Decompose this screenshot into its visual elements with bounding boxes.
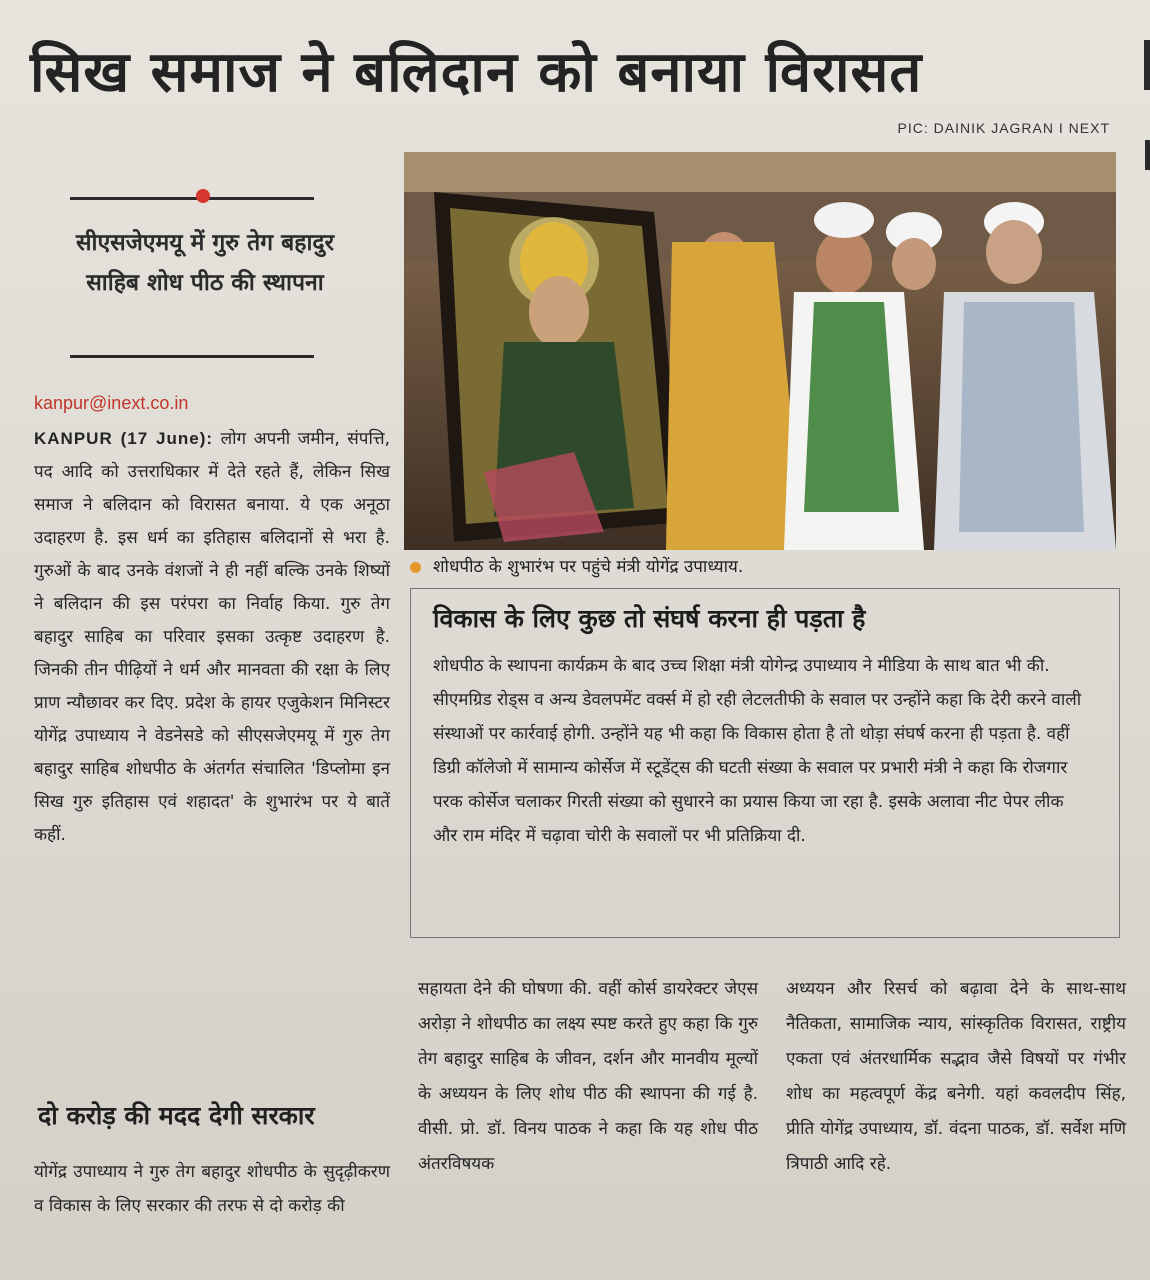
- email-link[interactable]: kanpur@inext.co.in: [34, 393, 189, 413]
- event-photo: [404, 152, 1116, 550]
- headline: सिख समाज ने बलिदान को बनाया विरासत: [30, 40, 923, 105]
- red-dot-icon: [196, 189, 210, 203]
- article-body-right: अध्ययन और रिसर्च को बढ़ावा देने के साथ-साथ नैतिकता, सामाजिक न्याय, सांस्कृतिक विरासत, राष्ट्रीय एकता एवं अंतरधार्मिक सद्भाव जैसे विषयों पर गंभीर शोध का महत्वपूर्ण केंद्र बनेगी. यहां कवलदीप सिंह, प्रीति योगेंद्र उपाध्याय, डॉ. वंदना पाठक, डॉ. सर्वेश मणि त्रिपाठी आदि रहे.: [786, 979, 1126, 1174]
- box-body-text: शोधपीठ के स्थापना कार्यक्रम के बाद उच्च शिक्षा मंत्री योगेन्द्र उपाध्याय ने मीडिया के साथ बात भी की. सीएमग्रिड रोड्स व अन्य डेवलपमेंट वर्क्स में हो रही लेटलतीफी के सवाल पर उन्होंने कहा कि देरी करने वाली संस्थाओं पर कार्रवाई होगी. उन्होंने यह भी कहा कि विकास होता है तो थोड़ा संघर्ष करना ही पड़ता है. वहीं डिग्री कॉलेजो में सामान्य कोर्सेज में स्टूडेंट्स की घटती संख्या के सवाल पर प्रभारी मंत्री ने कहा कि रोजगार परक कोर्सेज चलाकर गिरती संख्या को सुधारने का प्रयास किया जा रहा है. इसके अलावा नीट पेपर लीक और राम मंदिर में चढ़ावा चोरी के सवालों पर भी प्रतिक्रिया दी.: [433, 656, 1082, 846]
- sidebar-story-box: [410, 588, 1120, 938]
- edge-mark: [1145, 140, 1150, 170]
- divider: [70, 355, 314, 358]
- caption-text: शोधपीठ के शुभारंभ पर पहुंचे मंत्री योगेंद्र उपाध्याय.: [433, 557, 744, 577]
- body-text: लोग अपनी जमीन, संपत्ति, पद आदि को उत्तराधिकार में देते रहते हैं, लेकिन सिख समाज ने बलिदान को विरासत बनाया. ये एक अनूठा उदाहरण है. इस धर्म का इतिहास बलिदानों से भरा है. गुरुओं के बाद उनके वंशजों ने ही नहीं बल्कि उनके शिष्यों ने बलिदान की इस परंपरा का निर्वाह किया. गुरु तेग बहादुर साहिब का परिवार इसका उत्कृष्ट उदाहरण है. जिनकी तीन पीढ़ियों ने धर्म और मानवता की रक्षा के लिए प्राण न्यौछावर कर दिए. प्रदेश के हायर एजुकेशन मिनिस्टर योगेंद्र उपाध्याय ने वेडनेसडे को सीएसजेएमयू में गुरु तेग बहादुर साहिब शोधपीठ के अंतर्गत संचालित 'डिप्लोमा इन सिख गुरु इतिहास एवं शहादत' के शुभारंभ पर ये बातें कहीं.: [34, 429, 391, 845]
- sub-headline: सीएसजेएमयू में गुरु तेग बहादुर साहिब शोध पीठ की स्थापना: [75, 230, 335, 296]
- divider: [70, 197, 314, 200]
- dateline: KANPUR (17 June):: [34, 429, 214, 448]
- edge-mark: [1144, 40, 1150, 90]
- photo-credit: PIC: DAINIK JAGRAN I NEXT: [897, 120, 1110, 136]
- box-headline: विकास के लिए कुछ तो संघर्ष करना ही पड़ता है: [433, 604, 866, 633]
- article-body-left-2: योगेंद्र उपाध्याय ने गुरु तेग बहादुर शोधपीठ के सुदृढ़ीकरण व विकास के लिए सरकार की तरफ से दो करोड़ की: [34, 1162, 390, 1216]
- sub-headline-box: [30, 185, 392, 375]
- article-body-left: [34, 422, 390, 852]
- article-body-mid: सहायता देने की घोषणा की. वहीं कोर्स डायरेक्टर जेएस अरोड़ा ने शोधपीठ का लक्ष्य स्पष्ट करते हुए कहा कि गुरु तेग बहादुर साहिब के जीवन, दर्शन और मानवीय मूल्यों के अध्ययन के लिए शोध पीठ की स्थापना की गई है. वीसी. प्रो. डॉ. विनय पाठक ने कहा कि यह शोध पीठ अंतरविषयक: [418, 979, 758, 1174]
- photo-caption: [410, 553, 1114, 581]
- subhead-funding: दो करोड़ की मदद देगी सरकार: [38, 1101, 315, 1130]
- photo-illustration: [404, 152, 1116, 550]
- bullet-icon: [410, 562, 421, 573]
